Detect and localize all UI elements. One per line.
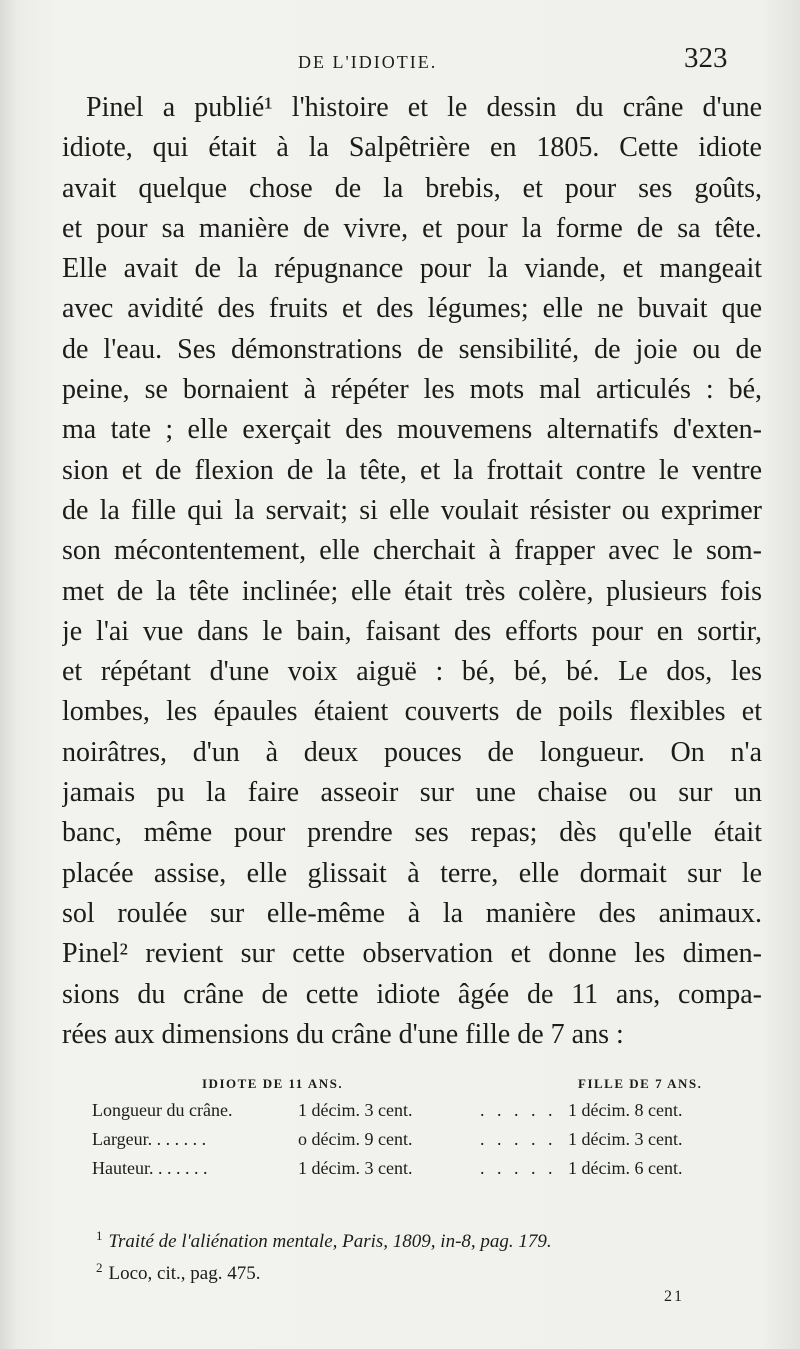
signature-mark: 21: [664, 1288, 684, 1305]
footnote-text: Traité de l'aliénation mentale, Paris, 1809, in-8, pag. 179.: [108, 1231, 552, 1252]
text-line: son mécontentement, elle cherchait à frapper avec le som-: [62, 535, 762, 567]
fille-value: 1 décim. 6 cent.: [568, 1158, 683, 1178]
idiote-value: o décim. 9 cent.: [298, 1129, 413, 1149]
text-line: noirâtres, d'un à deux pouces de longueur. On n'a: [62, 736, 762, 768]
text-line: lombes, les épaules étaient couverts de poils flexibles et: [62, 696, 762, 728]
text-line: Pinel a publié¹ l'histoire et le dessin du crâne d'une: [86, 92, 762, 123]
footnote-2: [96, 1258, 756, 1290]
text-line: idiote, qui était à la Salpêtrière en 1805. Cette idiote: [62, 132, 762, 164]
text-line: rées aux dimensions du crâne d'une fille de 7 ans :: [62, 1018, 624, 1050]
page-number: 323: [684, 42, 728, 74]
text-line: et répétant d'une voix aiguë : bé, bé, bé. Le dos, les: [62, 656, 762, 688]
idiote-value: 1 décim. 3 cent.: [298, 1158, 413, 1178]
text-line: met de la tête inclinée; elle était très colère, plusieurs fois: [62, 575, 762, 607]
running-title: DE L'IDIOTIE.: [298, 52, 438, 72]
text-line: de l'eau. Ses démonstrations de sensibilité, de joie ou de: [62, 333, 762, 365]
table-row: [92, 1158, 744, 1187]
row-label: Hauteur. . . . . . .: [92, 1158, 208, 1178]
table-row: [92, 1129, 744, 1158]
text-line: de la fille qui la servait; si elle voulait résister ou exprimer: [62, 494, 762, 526]
text-line: et pour sa manière de vivre, et pour la forme de sa tête.: [62, 212, 762, 244]
text-line: ma tate ; elle exerçait des mouvemens alternatifs d'exten-: [62, 414, 762, 446]
leader-dots: . . . . .: [480, 1100, 557, 1120]
text-line: banc, même pour prendre ses repas; dès qu'elle était: [62, 817, 762, 849]
footnotes: [96, 1226, 756, 1290]
table-header: [92, 1072, 744, 1100]
text-line: jamais pu la faire asseoir sur une chaise ou sur un: [62, 777, 762, 809]
fille-value: 1 décim. 3 cent.: [568, 1129, 683, 1149]
text-line: Elle avait de la répugnance pour la viande, et mangeait: [62, 253, 762, 285]
text-line: avec avidité des fruits et des légumes; elle ne buvait que: [62, 293, 762, 325]
running-head: [0, 42, 800, 82]
footnote-text: Loco, cit., pag. 475.: [108, 1263, 261, 1284]
text-line: sol roulée sur elle-même à la manière des animaux.: [62, 897, 762, 929]
text-line: sion et de flexion de la tête, et la frottait contre le ventre: [62, 454, 762, 486]
column-header-fille: FILLE DE 7 ANS.: [578, 1076, 703, 1091]
footnote-mark: 1: [96, 1227, 103, 1243]
body-text: [62, 88, 762, 1055]
idiote-value: 1 décim. 3 cent.: [298, 1100, 413, 1120]
leader-dots: . . . . .: [480, 1158, 557, 1178]
leader-dots: . . . . .: [480, 1129, 557, 1149]
table-row: [92, 1100, 744, 1129]
row-label: Longueur du crâne.: [92, 1100, 233, 1120]
column-header-idiote: IDIOTE DE 11 ANS.: [202, 1076, 344, 1091]
fille-value: 1 décim. 8 cent.: [568, 1100, 683, 1120]
text-line: placée assise, elle glissait à terre, elle dormait sur le: [62, 857, 762, 889]
text-line: Pinel² revient sur cette observation et donne les dimen-: [62, 938, 762, 970]
footnote-1: [96, 1226, 756, 1258]
text-line: je l'ai vue dans le bain, faisant des efforts pour en sortir,: [62, 615, 762, 647]
text-line: avait quelque chose de la brebis, et pour ses goûts,: [62, 172, 762, 204]
text-line: peine, se bornaient à répéter les mots mal articulés : bé,: [62, 374, 762, 406]
row-label: Largeur. . . . . . .: [92, 1129, 207, 1149]
text-line: sions du crâne de cette idiote âgée de 11 ans, compa-: [62, 978, 762, 1010]
dimensions-table: [92, 1072, 744, 1187]
footnote-mark: 2: [96, 1259, 103, 1275]
